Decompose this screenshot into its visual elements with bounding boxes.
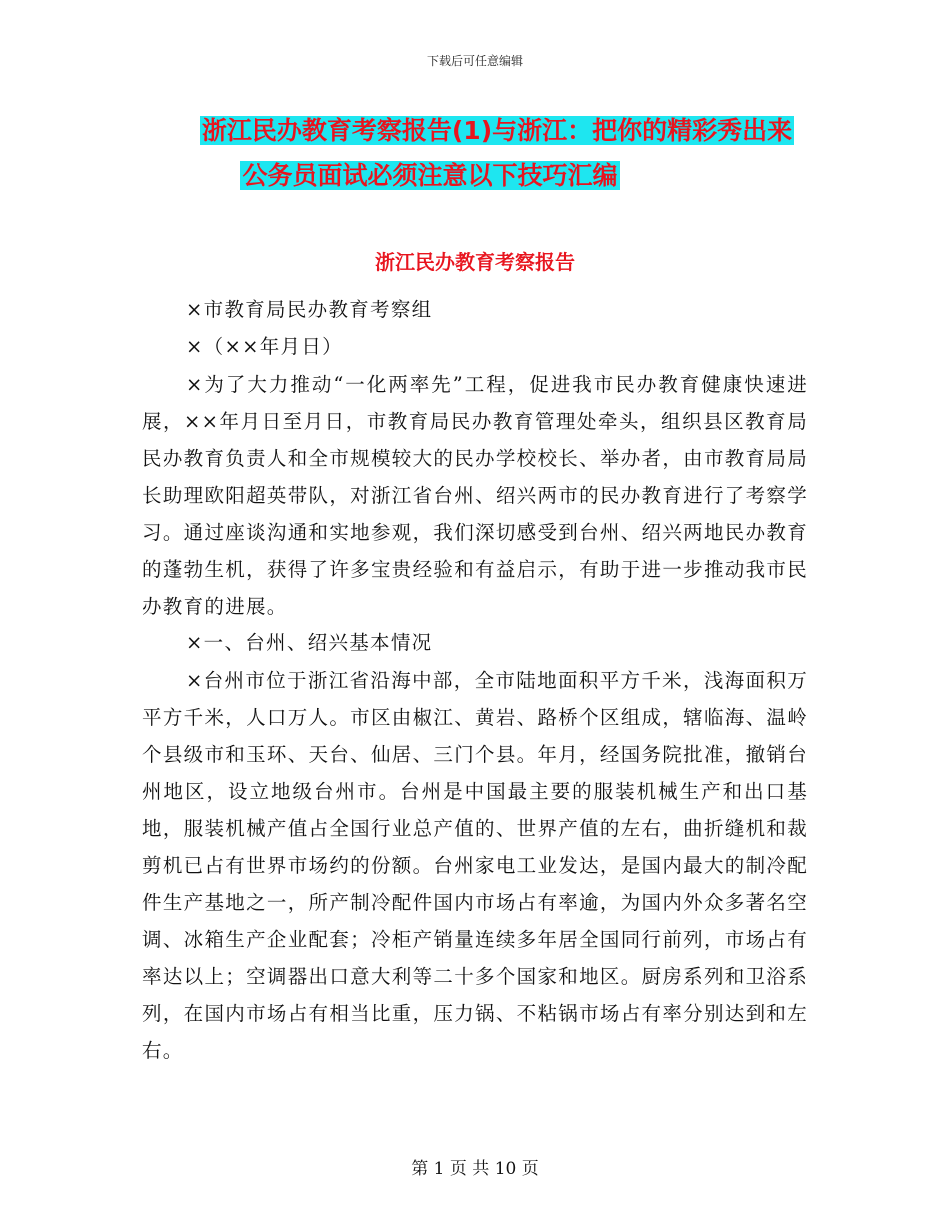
- document-title-line-2: [0, 157, 905, 195]
- paragraph-intro: ×为了大力推动“一化两率先”工程，促进我市民办教育健康快速进展，××年月日至月日，市教育局民办教育管理处牵头，组织县区教育局民办教育负责人和全市规模较大的民办学校校长、举办者，由市教育局局长助理欧阳超英带队，对浙江省台州、绍兴两市的民办教育进行了考察学习。通过座谈沟通和实地参观，我们深切感受到台州、绍兴两地民办教育的蓬勃生机，获得了许多宝贵经验和有益启示，有助于进一步推动我市民办教育的进展。: [142, 373, 808, 618]
- paragraph-heading-1: ×一、台州、绍兴基本情况: [186, 631, 433, 654]
- document-title-line-1: [22, 112, 950, 150]
- header-note: 下载后可任意编辑: [426, 54, 523, 68]
- paragraph-date: ×（××年月日）: [186, 335, 343, 358]
- page-footer: 第 1 页 共 10 页: [411, 1159, 539, 1179]
- document-title-text-1: 浙江民办教育考察报告(1)与浙江：把你的精彩秀出来: [201, 116, 793, 145]
- paragraph-author: ×市教育局民办教育考察组: [186, 298, 433, 321]
- document-title-text-2: 公务员面试必须注意以下技巧汇编: [242, 161, 618, 190]
- paragraph-taizhou: ×台州市位于浙江省沿海中部，全市陆地面积平方千米，浅海面积万平方千米，人口万人。市区由椒江、黄岩、路桥个区组成，辖临海、温岭个县级市和玉环、天台、仙居、三门个县。年月，经国务院批准，撤销台州地区，设立地级台州市。台州是中国最主要的服装机械生产和出口基地，服装机械产值占全国行业总产值的、世界产值的左右，曲折缝机和裁剪机已占有世界市场约的份额。台州家电工业发达，是国内最大的制冷配件生产基地之一，所产制冷配件国内市场占有率逾，为国内外众多著名空调、冰箱生产企业配套；冷柜产销量连续多年居全国同行前列，市场占有率达以上；空调器出口意大利等二十多个国家和地区。厨房系列和卫浴系列，在国内市场占有相当比重，压力锅、不粘锅市场占有率分别达到和左右。: [142, 669, 808, 1062]
- section-title: 浙江民办教育考察报告: [375, 250, 575, 274]
